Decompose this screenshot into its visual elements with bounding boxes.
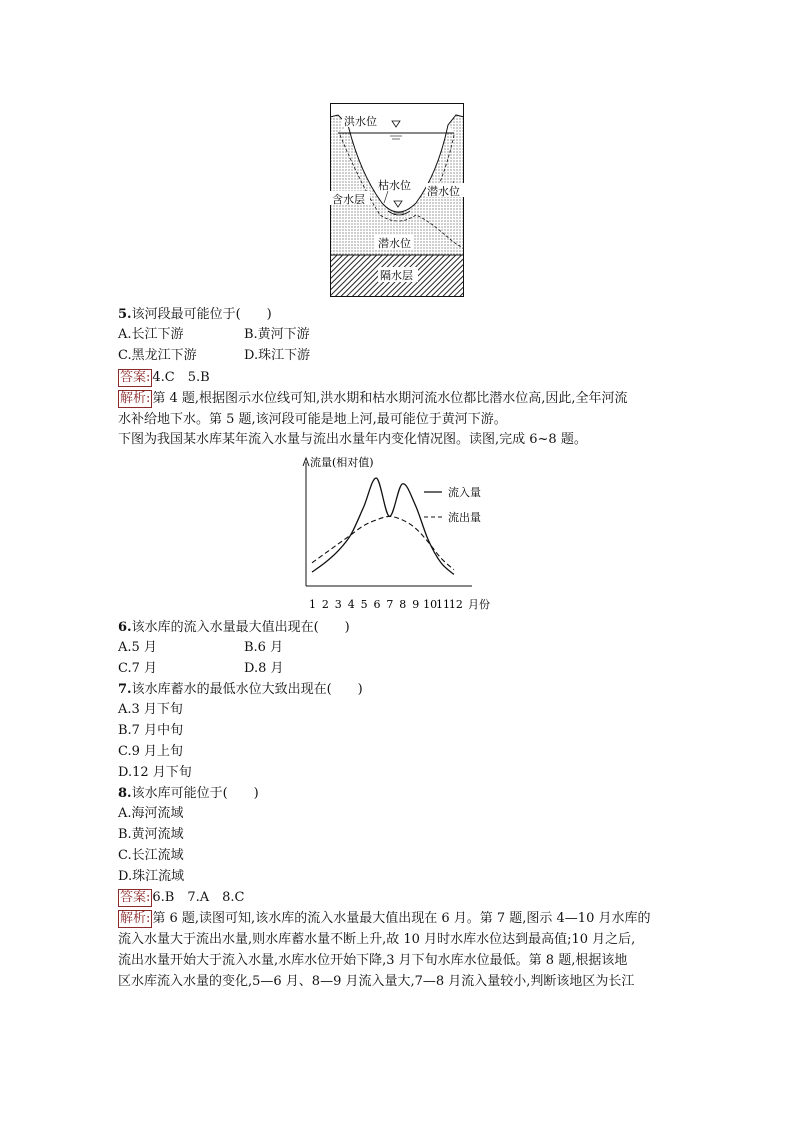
- water-table-right-label: 潜水位: [427, 185, 460, 198]
- option-6a: A.5 月: [118, 640, 157, 655]
- question-6-stem: 该水库的流入水量最大值出现在( ): [131, 620, 350, 635]
- explanation-tag: 解析:: [120, 391, 151, 406]
- option-8d: D.珠江流域: [118, 869, 185, 884]
- question-7: [118, 680, 363, 700]
- option-5d: D.珠江下游: [244, 348, 311, 363]
- x-tick-label: 3: [334, 598, 342, 611]
- question-5-stem: 该河段最可能位于( ): [131, 307, 272, 322]
- x-tick-label: 6: [373, 598, 381, 611]
- answer-4-5: [118, 368, 210, 388]
- x-tick-label: 10: [423, 598, 438, 611]
- x-tick-label: 11: [436, 598, 450, 611]
- question-6: [118, 618, 350, 638]
- question-8-number: 8.: [118, 786, 132, 801]
- explanation-4-5-line2: 水补给地下水。第 5 题,该河段可能是地上河,最可能位于黄河下游。: [118, 412, 507, 427]
- impermeable-layer-label: 隔水层: [380, 269, 413, 282]
- option-5c: C.黑龙江下游: [118, 348, 197, 363]
- answer-4-5-text: 4.C 5.B: [152, 370, 210, 385]
- answer-tag: 答案:: [120, 370, 151, 385]
- aquifer-label: 含水层: [332, 193, 365, 206]
- x-tick-label: 12: [448, 598, 463, 611]
- legend-outflow-label: 流出量: [448, 511, 481, 524]
- dry-level-label: 枯水位: [378, 179, 411, 192]
- question-8-stem: 该水库可能位于( ): [131, 786, 259, 801]
- option-7a: A.3 月下旬: [118, 702, 183, 717]
- water-table-bottom-label: 潜水位: [378, 237, 411, 250]
- x-tick-label: 9: [412, 598, 420, 611]
- answer-6-8-text: 6.B 7.A 8.C: [152, 890, 245, 905]
- river-cross-section-diagram: [330, 103, 464, 297]
- option-8c: C.长江流域: [118, 848, 184, 863]
- option-5b: B.黄河下游: [244, 327, 310, 342]
- chart-x-label: 月份: [468, 598, 490, 611]
- explanation-6-8-line4: 区水库流入水量的变化,5—6 月、8—9 月流入量大,7—8 月流入量较小,判断该地区为长江: [118, 974, 635, 989]
- answer-6-8: [118, 888, 245, 908]
- intro-6-8: 下图为我国某水库某年流入水量与流出水量年内变化情况图。读图,完成 6~8 题。: [118, 432, 587, 447]
- x-tick-label: 8: [399, 598, 407, 611]
- explanation-6-8-line2: 流入水量大于流出水量,则水库蓄水量不断上升,故 10 月时水库水位达到最高值;10 月之后,: [118, 932, 636, 947]
- x-tick-label: 1: [309, 598, 316, 611]
- option-6d: D.8 月: [244, 661, 284, 676]
- explanation-6-8-line1: [118, 909, 650, 929]
- question-5: [118, 305, 272, 325]
- x-tick-label: 4: [347, 598, 355, 611]
- option-8a: A.海河流域: [118, 806, 184, 821]
- flood-level-label: 洪水位: [344, 115, 377, 128]
- option-6c: C.7 月: [118, 661, 158, 676]
- explanation-6-8-text1: 第 6 题,读图可知,该水库的流入水量最大值出现在 6 月。第 7 题,图示 4—10 月水库的: [152, 911, 651, 926]
- answer-tag-2: 答案:: [120, 890, 151, 905]
- option-8b: B.黄河流域: [118, 827, 184, 842]
- question-7-number: 7.: [118, 682, 132, 697]
- explanation-4-5-line1: [118, 389, 627, 409]
- x-tick-label: 2: [321, 598, 329, 611]
- option-7b: B.7 月中旬: [118, 723, 184, 738]
- outflow-line: [312, 516, 454, 569]
- explanation-4-5-text1: 第 4 题,根据图示水位线可知,洪水期和枯水期河流水位都比潜水位高,因此,全年河流: [152, 391, 628, 406]
- question-5-number: 5.: [118, 307, 132, 322]
- chart-y-label: 流量(相对值): [310, 456, 374, 469]
- question-6-number: 6.: [118, 620, 132, 635]
- option-7c: C.9 月上旬: [118, 744, 184, 759]
- explanation-6-8-line3: 流出水量开始大于流入水量,水库水位开始下降,3 月下旬水库水位最低。第 8 题,根据该地: [118, 953, 628, 968]
- option-5a: A.长江下游: [118, 327, 184, 342]
- legend-inflow-label: 流入量: [448, 486, 481, 499]
- option-7d: D.12 月下旬: [118, 765, 192, 780]
- x-tick-label: 5: [360, 598, 368, 611]
- option-6b: B.6 月: [244, 640, 284, 655]
- question-7-stem: 该水库蓄水的最低水位大致出现在( ): [131, 682, 363, 697]
- flow-chart: [296, 452, 506, 614]
- explanation-tag-2: 解析:: [120, 911, 151, 926]
- question-8: [118, 784, 259, 804]
- x-tick-label: 7: [386, 598, 394, 611]
